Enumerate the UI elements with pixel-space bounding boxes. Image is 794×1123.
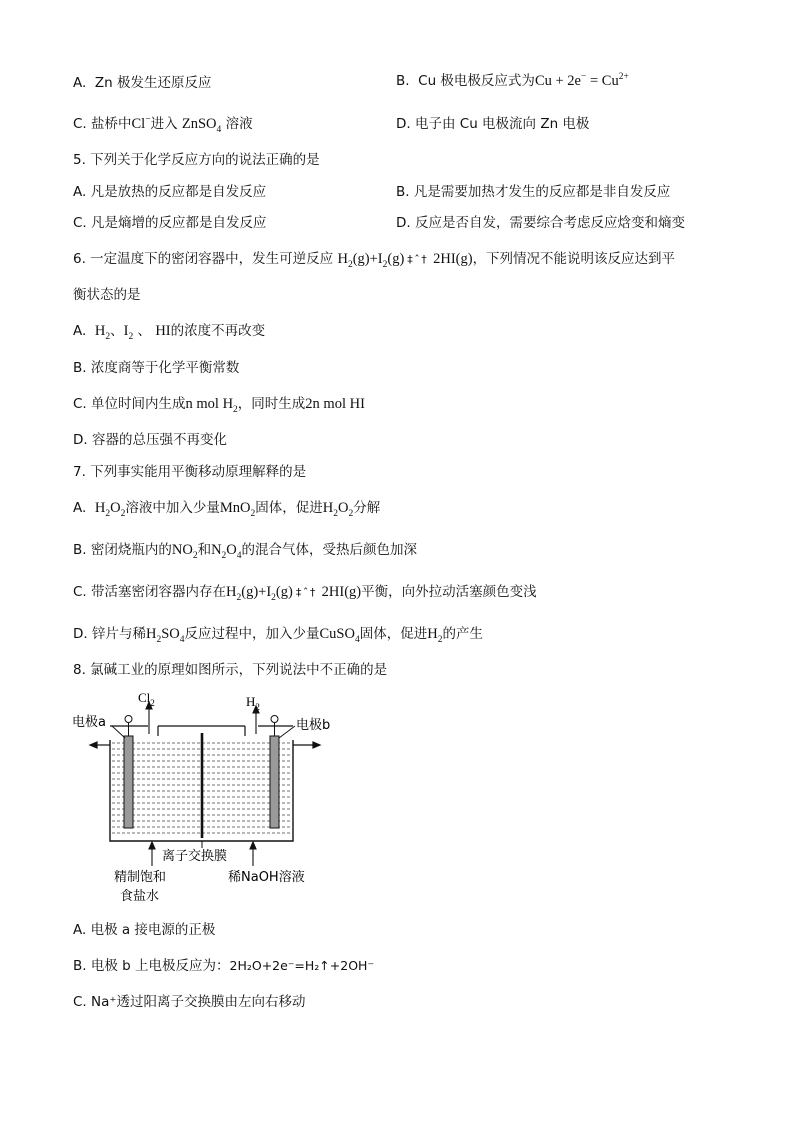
q5-option-a: A. 凡是放热的反应都是自发反应 <box>73 184 267 200</box>
membrane-label: 离子交换膜 <box>162 849 228 864</box>
q6-stem: 6. 一定温度下的密闭容器中，发生可逆反应 $H_2(g)+I_2(g)$ ‡ ˆ † 2HI(g)，下列情况不能说明该反应达到平 <box>73 251 676 270</box>
cl2-label: $Cl_2$ <box>138 690 155 708</box>
q6-option-a: A. $H_2$、$I_2$ 、 HI的浓度不再改变 <box>73 323 266 342</box>
inflow-arrow-left-icon <box>149 842 155 866</box>
q7-option-a: A. $H_2O_2$溶液中加入少量MnO$_2$固体，促进$H_2O_2$分解 <box>73 500 381 519</box>
q6-option-b: B. 浓度商等于化学平衡常数 <box>73 360 240 376</box>
q4-option-d: D. 电子由 Cu 电极流向 Zn 电极 <box>396 116 590 132</box>
electrode-b-label: 电极b <box>296 718 331 733</box>
q4-option-a: A. Zn 极发生还原反应 <box>73 75 212 91</box>
q5-option-c: C. 凡是熵增的反应都是自发反应 <box>73 215 267 231</box>
left-input-label-1: 精制饱和 <box>114 870 167 885</box>
q6-option-c: C. 单位时间内生成n mol $H_2$，同时生成2n mol HI <box>73 396 365 415</box>
q8-stem: 8. 氯碱工业的原理如图所示，下列说法中不正确的是 <box>73 662 388 678</box>
q6-option-d: D. 容器的总压强不再变化 <box>73 432 227 448</box>
q4-option-c: C. 盐桥中Cl−进入 ZnSO$_4$ 溶液 <box>73 115 253 135</box>
left-input-label-2: 食盐水 <box>120 889 160 904</box>
outflow-arrow-right-icon <box>293 742 320 748</box>
right-input-label: 稀NaOH溶液 <box>228 870 305 885</box>
outflow-arrow-left-icon <box>90 742 110 748</box>
h2-label: $H_2$ <box>246 694 260 712</box>
equilibrium-arrow-icon: ‡ ˆ † <box>407 253 426 266</box>
chlor-alkali-cell-diagram <box>70 688 340 910</box>
q7-option-b: B. 密闭烧瓶内的$NO_2$和$N_2O_4$的混合气体，受热后颜色加深 <box>73 542 418 561</box>
q7-option-c: C. 带活塞密闭容器内存在$H_2(g)+I_2(g)$ ‡ ˆ † 2HI(g)平衡，向外拉动活塞颜色变浅 <box>73 584 537 603</box>
q7-stem: 7. 下列事实能用平衡移动原理解释的是 <box>73 464 307 480</box>
q7-option-d: D. 锌片与稀$H_2SO_4$反应过程中，加入少量CuSO$_4$固体，促进$H_2$的产生 <box>73 626 483 645</box>
q6-stem-line2: 衡状态的是 <box>73 287 141 303</box>
electrode-a <box>124 736 133 828</box>
q8-option-a: A. 电极 a 接电源的正极 <box>73 922 216 938</box>
electrode-b <box>270 736 279 828</box>
q8-option-b: B. 电极 b 上电极反应为：2H₂O+2e⁻=H₂↑+2OH⁻ <box>73 958 375 974</box>
electrode-a-label: 电极a <box>72 715 106 730</box>
equilibrium-arrow-icon: ‡ ˆ † <box>295 586 315 599</box>
q5-stem: 5. 下列关于化学反应方向的说法正确的是 <box>73 152 320 168</box>
inflow-arrow-right-icon <box>250 842 256 866</box>
q4-option-b: B. Cu 极电极反应式为$Cu + 2e^- = Cu^{2+}$ <box>396 72 629 89</box>
q5-option-d: D. 反应是否自发，需要综合考虑反应焓变和熵变 <box>396 215 685 231</box>
q8-option-c: C. Na⁺透过阳离子交换膜由左向右移动 <box>73 994 306 1010</box>
q5-option-b: B. 凡是需要加热才发生的反应都是非自发反应 <box>396 184 671 200</box>
